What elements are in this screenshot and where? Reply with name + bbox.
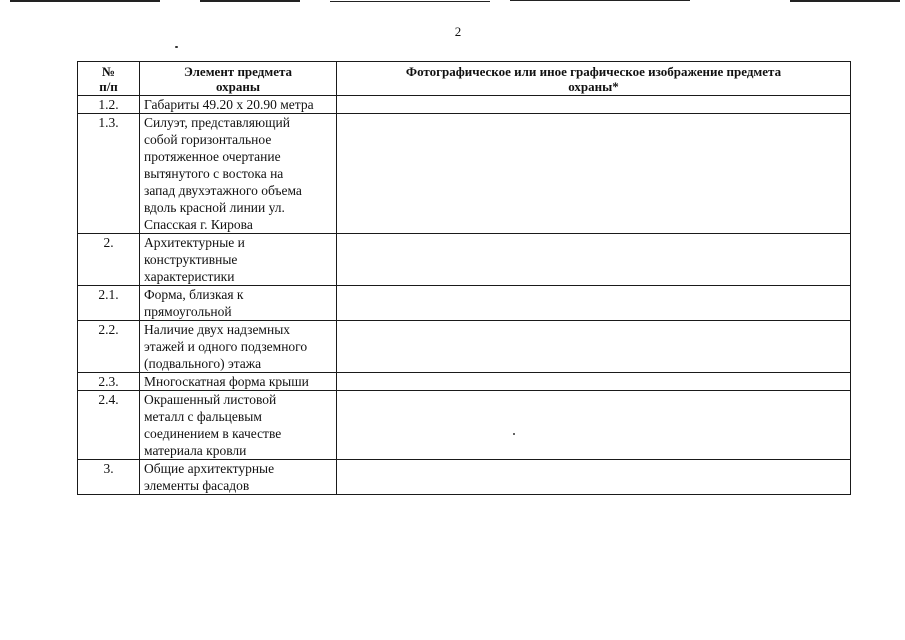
table-row (78, 114, 851, 234)
table-row (78, 321, 851, 373)
row-element: Наличие двух надземных этажей и одного подземного (подвального) этажа (140, 321, 337, 373)
row-element: Общие архитектурные элементы фасадов (140, 460, 337, 495)
scan-edge-line (200, 0, 300, 2)
table-header-row (78, 62, 851, 96)
row-image-cell (337, 286, 851, 321)
row-image-cell (337, 321, 851, 373)
row-element: Окрашенный листовой металл с фальцевым соединением в качестве материала кровли (140, 391, 337, 460)
row-number: 2.2. (78, 321, 140, 373)
header-image: Фотографическое или иное графическое изображение предмета охраны* (337, 62, 851, 96)
row-element: Архитектурные и конструктивные характеристики (140, 234, 337, 286)
row-element: Силуэт, представляющий собой горизонтальное протяженное очертание вытянутого с востока на запад двухэтажного объема вдоль красной линии ул. Спасская г. Кирова (140, 114, 337, 234)
row-number: 2.3. (78, 373, 140, 391)
table-row (78, 234, 851, 286)
row-number: 2.1. (78, 286, 140, 321)
row-image-cell (337, 234, 851, 286)
row-number: 1.2. (78, 96, 140, 114)
scan-edge-line (330, 1, 490, 2)
page-number: 2 (454, 24, 462, 39)
row-image-cell (337, 391, 851, 460)
row-image-cell (337, 96, 851, 114)
scan-edge-line (510, 0, 690, 1)
row-number: 2.4. (78, 391, 140, 460)
row-element: Форма, близкая к прямоугольной (140, 286, 337, 321)
row-number: 3. (78, 460, 140, 495)
table-row (78, 286, 851, 321)
scan-edge-line (10, 0, 160, 2)
row-image-cell (337, 114, 851, 234)
row-number: 2. (78, 234, 140, 286)
table-row (78, 96, 851, 114)
row-image-cell (337, 460, 851, 495)
row-number: 1.3. (78, 114, 140, 234)
protection-subject-table (77, 61, 851, 495)
scan-edge-line (790, 0, 900, 2)
row-element: Габариты 49.20 х 20.90 метра (140, 96, 337, 114)
header-element: Элемент предмета охраны (140, 62, 337, 96)
row-element: Многоскатная форма крыши (140, 373, 337, 391)
table-row (78, 460, 851, 495)
scan-speck (175, 46, 178, 48)
row-image-cell (337, 373, 851, 391)
header-number: № п/п (78, 62, 140, 96)
table-row (78, 391, 851, 460)
table-row (78, 373, 851, 391)
